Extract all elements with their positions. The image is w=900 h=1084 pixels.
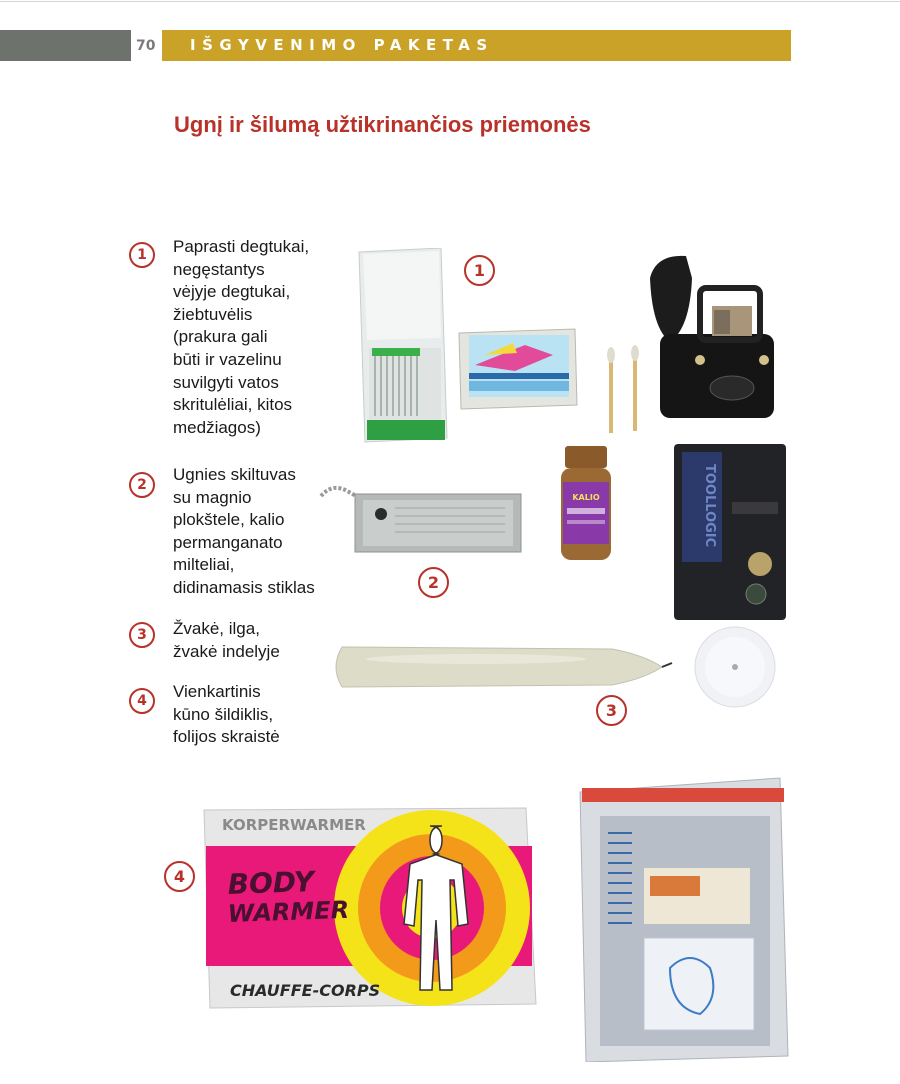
- chauffe-text: CHAUFFE-CORPS: [230, 981, 381, 1000]
- toollogic-card-photo: [672, 442, 788, 622]
- number-badge: 1: [129, 242, 155, 268]
- number-badge: 2: [129, 472, 155, 498]
- legend-text: Vienkartinis kūno šildiklis, folijos skraistė: [173, 682, 280, 747]
- tealight-candle-photo: [692, 625, 778, 709]
- toollogic-text: TOOLLOGIC: [702, 464, 717, 548]
- page-number: 70: [136, 38, 156, 54]
- long-candle-photo: [326, 643, 676, 691]
- photo-badge-1: 1: [464, 255, 495, 286]
- legend-text: Paprasti degtukai, negęstantys vėjyje degtukai, žiebtuvėlis (prakura gali būti ir vazelinu suvilgyti vatos skritulėliai, kitos medžiagos): [173, 237, 310, 437]
- body-warmer-photo: [200, 804, 540, 1010]
- photo-badge-3: 3: [596, 695, 627, 726]
- number-badge: 3: [129, 622, 155, 648]
- fire-starter-photo: [315, 478, 525, 558]
- foil-blanket-photo: [574, 772, 790, 1062]
- page-title: Ugnį ir šilumą užtikrinančios priemonės: [174, 112, 591, 137]
- warmer-text: WARMER: [227, 895, 350, 928]
- jar-label: KALIO: [572, 493, 600, 502]
- photo-badge-2: 2: [418, 567, 449, 598]
- photo-badge-4: 4: [164, 861, 195, 892]
- header-gray-bar: [0, 30, 131, 61]
- legend-text: Ugnies skiltuvas su magnio plokštele, kalio permanganato milteliai, didinamasis stiklas: [173, 465, 315, 597]
- legend-text: Žvakė, ilga, žvakė indelyje: [173, 619, 280, 661]
- number-badge: 4: [129, 688, 155, 714]
- lighter-photo: [630, 248, 780, 428]
- matchbook-photo: [355, 248, 451, 444]
- korperwarmer-text: KORPERWARMER: [222, 816, 366, 834]
- body-text: BODY: [227, 864, 315, 901]
- section-title-bar: IŠGYVENIMO PAKETAS: [162, 30, 791, 61]
- top-rule: [0, 1, 900, 2]
- matchbox-photo: [455, 325, 581, 413]
- jar-photo: [555, 442, 617, 566]
